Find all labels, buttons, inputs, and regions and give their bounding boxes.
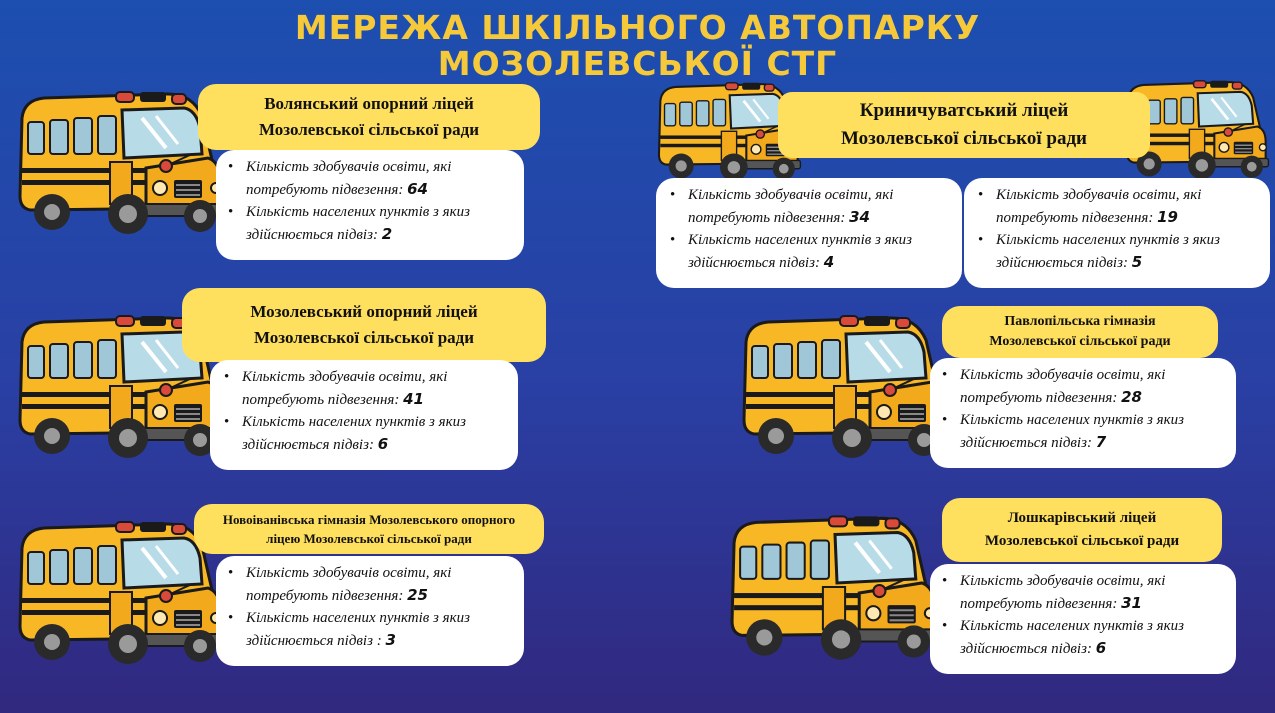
settlements-count: 5 <box>1131 253 1143 271</box>
settlements-count: 6 <box>377 435 389 453</box>
stat-settlements: • Кількість населених пунктів з якиз здійснюється підвіз: 6 <box>220 411 508 456</box>
stat-students: • Кількість здобувачів освіти, які потребують підвезення: 41 <box>220 366 508 411</box>
school-name-line-1: Криничуватський ліцей <box>859 100 1069 121</box>
school-label-krynychuvatskyi <box>778 92 1150 158</box>
school-name-line-2: Мозолевської сільської ради <box>258 120 480 139</box>
school-bus-icon <box>16 88 226 238</box>
stats-card-pavlopilska <box>930 358 1236 468</box>
stats-card-krynychuvatskyi-a <box>656 178 962 288</box>
students-count: 64 <box>407 180 428 198</box>
school-label-loshkarivskyi <box>942 498 1222 562</box>
stat-settlements: • Кількість населених пунктів з якиз здійснюється підвіз: 5 <box>974 229 1262 274</box>
school-name-line-1: Волянський опорний ліцей <box>264 94 474 113</box>
school-label-mozolevskyi <box>182 288 546 362</box>
stat-settlements: • Кількість населених пунктів з якиз здійснюється підвіз: 2 <box>224 201 514 246</box>
school-name-line-2: Мозолевської сільської ради <box>984 533 1180 549</box>
stat-students: • Кількість здобувачів освіти, які потребують підвезення: 25 <box>224 562 514 607</box>
stat-settlements: • Кількість населених пунктів з якиз здійснюється підвіз : 3 <box>224 607 514 652</box>
stats-card-krynychuvatskyi-b <box>964 178 1270 288</box>
students-count: 25 <box>407 586 428 604</box>
school-bus-icon <box>728 512 940 664</box>
school-bus-icon <box>740 312 950 462</box>
stat-students: • Кількість здобувачів освіти, які потребують підвезення: 64 <box>224 156 514 201</box>
school-name-line-2: Мозолевської сільської ради <box>253 328 475 347</box>
students-count: 19 <box>1157 208 1178 226</box>
stat-students: • Кількість здобувачів освіти, які потребують підвезення: 19 <box>974 184 1262 229</box>
settlements-count: 6 <box>1095 639 1107 657</box>
stat-settlements: • Кількість населених пунктів з якиз здійснюється підвіз: 7 <box>938 409 1228 454</box>
settlements-count: 7 <box>1095 433 1107 451</box>
students-count: 28 <box>1121 388 1142 406</box>
school-name-line-1: Новоіванівська гімназія Мозолевського опорного <box>222 512 516 527</box>
school-name-line-1: Павлопільська гімназія <box>1004 314 1156 329</box>
school-label-pavlopilska <box>942 306 1218 358</box>
stat-settlements: • Кількість населених пунктів з якиз здійснюється підвіз: 6 <box>938 615 1228 660</box>
title-line-2: МОЗОЛЕВСЬКОЇ СТГ <box>437 44 838 83</box>
school-name-line-1: Мозолевський опорний ліцей <box>250 302 478 321</box>
school-name-line-2: ліцею Мозолевської сільської ради <box>266 531 472 546</box>
students-count: 34 <box>849 208 870 226</box>
stat-settlements: • Кількість населених пунктів з якиз здійснюється підвіз: 4 <box>666 229 954 274</box>
stat-students: • Кількість здобувачів освіти, які потребують підвезення: 34 <box>666 184 954 229</box>
stat-students: • Кількість здобувачів освіти, які потребують підвезення: 28 <box>938 364 1228 409</box>
stats-card-loshkarivskyi <box>930 564 1236 674</box>
title-line-1: МЕРЕЖА ШКІЛЬНОГО АВТОПАРКУ <box>294 8 981 47</box>
school-label-volianskyi <box>198 84 540 150</box>
school-label-novoivanivska <box>194 504 544 554</box>
stat-students: • Кількість здобувачів освіти, які потребують підвезення: 31 <box>938 570 1228 615</box>
stats-card-mozolevskyi <box>210 360 518 470</box>
school-name-line-1: Лошкарівський ліцей <box>1007 510 1157 526</box>
settlements-count: 3 <box>385 631 396 649</box>
settlements-count: 2 <box>381 225 393 243</box>
page-title <box>0 10 1275 82</box>
stats-card-volianskyi <box>216 150 524 260</box>
stats-card-novoivanivska <box>216 556 524 666</box>
settlements-count: 4 <box>823 253 835 271</box>
school-name-line-2: Мозолевської сільської ради <box>841 128 1087 149</box>
school-name-line-2: Мозолевської сільської ради <box>989 334 1171 349</box>
students-count: 41 <box>403 390 424 408</box>
students-count: 31 <box>1121 594 1142 612</box>
